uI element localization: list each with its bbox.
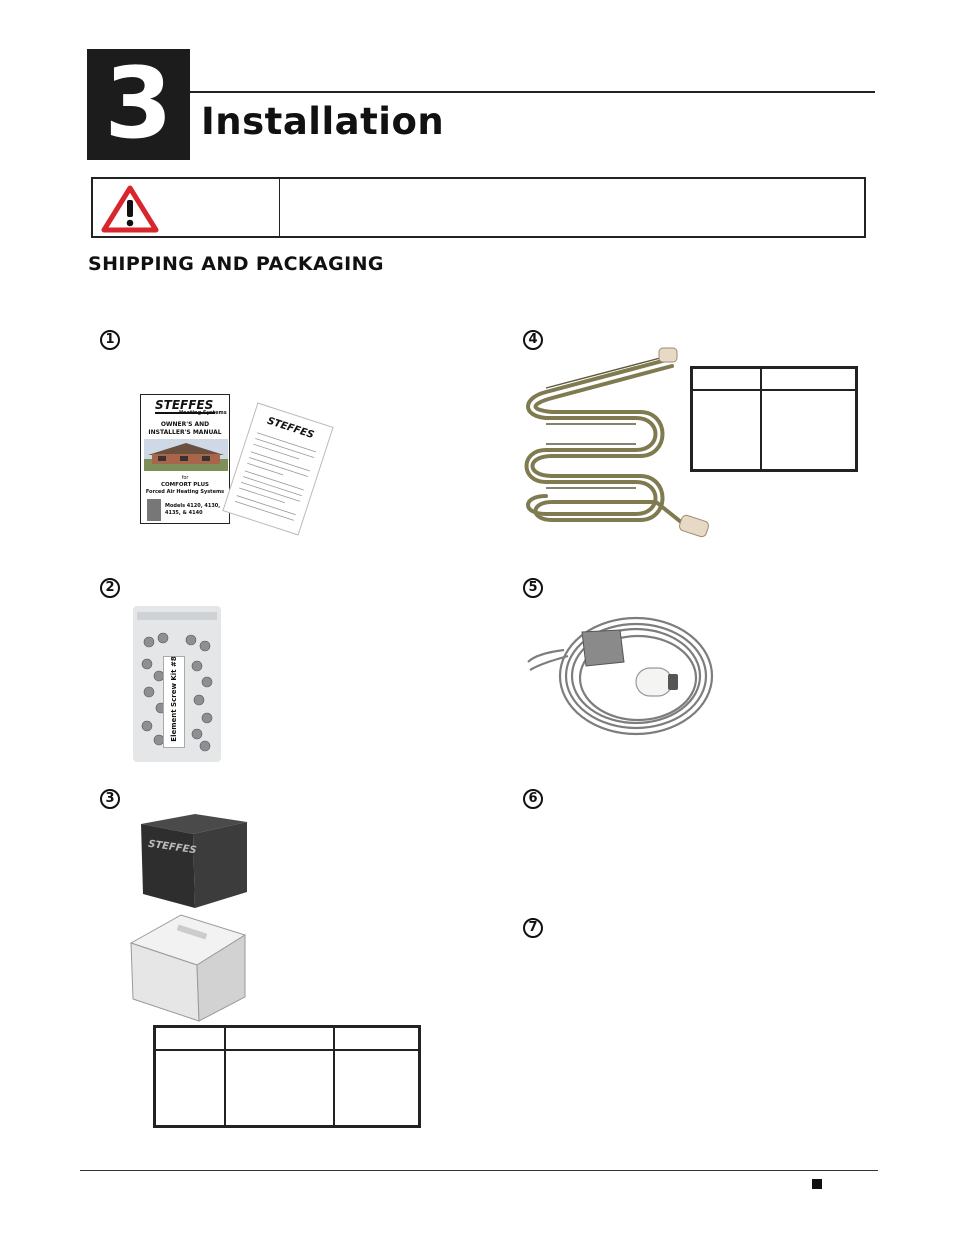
chapter-number: 3 xyxy=(104,47,173,161)
heating-element-image xyxy=(516,346,716,544)
manual-for: for xyxy=(181,475,189,481)
section-heading: SHIPPING AND PACKAGING xyxy=(88,253,384,275)
item-number-1: 1 xyxy=(100,330,120,350)
screw-kit-bag-image xyxy=(133,606,221,762)
title-rule xyxy=(190,91,875,93)
sensor-cable-image xyxy=(524,610,716,742)
white-box-image xyxy=(127,913,249,1023)
manual-models-1: Models 4120, 4130, xyxy=(165,503,221,509)
manual-unit-thumb xyxy=(147,499,161,521)
table-column-rule xyxy=(760,369,762,469)
warning-box xyxy=(91,177,866,238)
table-header-rule xyxy=(693,389,855,391)
warranty-form-lines xyxy=(231,428,320,528)
box-brand: STEFFES xyxy=(147,838,198,857)
manual-brand-sub: Heating Systems xyxy=(179,410,227,416)
item-number-5: 5 xyxy=(523,578,543,598)
warranty-card-image xyxy=(222,402,333,535)
manual-product-2: Forced Air Heating Systems xyxy=(145,489,225,495)
manual-title-2: INSTALLER'S MANUAL xyxy=(148,429,222,436)
item-number-2: 2 xyxy=(100,578,120,598)
item-number-3: 3 xyxy=(100,789,120,809)
page-title: Installation xyxy=(201,100,445,143)
footer-rule xyxy=(80,1170,878,1171)
manual-product-1: COMFORT PLUS xyxy=(160,482,210,488)
house-photo xyxy=(144,439,228,471)
manual-models-2: 4135, & 4140 xyxy=(165,510,203,516)
table-header-rule xyxy=(156,1049,418,1051)
warranty-brand: STEFFES xyxy=(265,415,316,442)
screw-kit-label-card xyxy=(163,656,185,748)
bag-zip-seal xyxy=(137,612,217,620)
item-number-7: 7 xyxy=(523,918,543,938)
table-column-rule xyxy=(333,1028,335,1125)
item-number-6: 6 xyxy=(523,789,543,809)
footer-square-bullet xyxy=(812,1179,822,1189)
screw-kit-label: Element Screw Kit #8 xyxy=(170,656,178,742)
item-3-table xyxy=(153,1025,421,1128)
item-4-table xyxy=(690,366,858,472)
manual-cover-image xyxy=(140,394,230,524)
dark-box-image xyxy=(137,812,249,910)
table-column-rule xyxy=(224,1028,226,1125)
item-number-4: 4 xyxy=(523,330,543,350)
manual-title-1: OWNER'S AND xyxy=(160,421,210,428)
warning-triangle-icon xyxy=(101,185,159,233)
warning-divider xyxy=(279,179,280,236)
manual-brand: STEFFES xyxy=(155,398,214,412)
chapter-number-box xyxy=(87,49,190,160)
